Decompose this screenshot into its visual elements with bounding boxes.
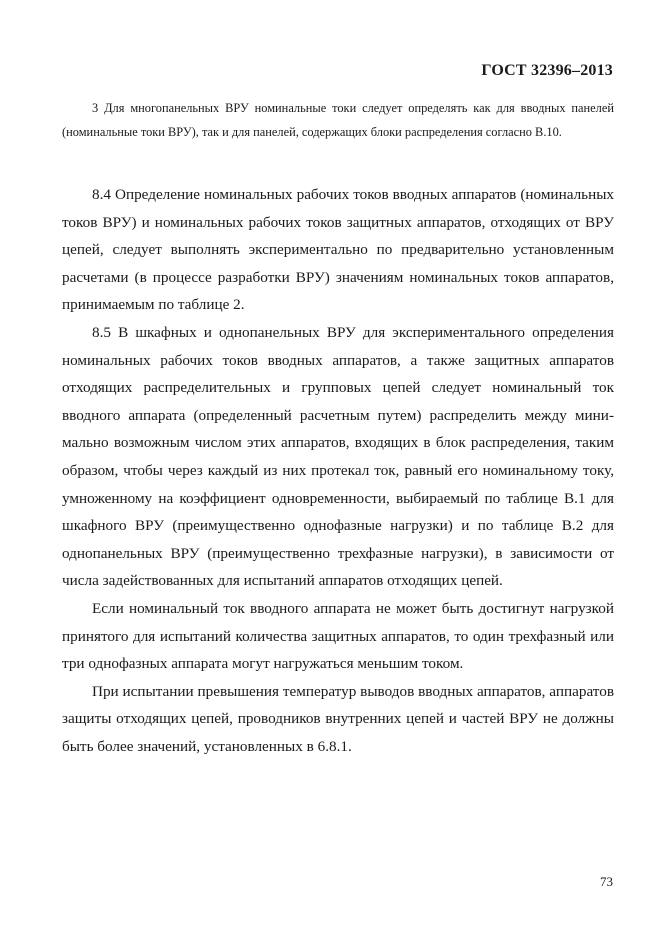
paragraph-reduced-current: Если номинальный ток вводного аппарата не может быть достигнут нагрузкой принятого для испытаний количества защитных аппаратов, то один трехфазный или три однофазных аппарата могут нагружаться меньшим током. xyxy=(62,599,614,673)
document-code-header: ГОСТ 32396–2013 xyxy=(481,62,613,79)
main-text xyxy=(62,181,614,760)
paragraph-8-5: 8.5 В шкафных и однопанельных ВРУ для экспериментального определения номинальных рабочих токов вводных аппаратов, а также защитных аппаратов отходящих распределительных и групповых цепей следует номинальный ток вводного аппарата (определенный расчетным путем) распределить между минимально возможным числом этих аппаратов, входящих в блок распределения, таким образом, чтобы через каждый из них протекал ток, равный его номинальному току, умноженному на коэффициент одновременности, выбираемый по таблице В.1 для шкафного ВРУ (преимущественно однофазные нагрузки) и по таблице В.2 для однопанельных ВРУ (преимущественно трехфазные нагрузки), в зависимости от числа задействованных для испытаний аппаратов отходящих цепей. xyxy=(62,323,614,590)
paragraph-temperature-rise: При испытании превышения температур выводов вводных аппаратов, аппаратов защиты отходящих цепей, проводников внутренних цепей и частей ВРУ не должны быть более значений, установленных в 6.8.1. xyxy=(62,682,614,755)
page-number: 73 xyxy=(600,874,613,889)
footnote-note-3: 3 Для многопанельных ВРУ номинальные токи следует определять как для вводных панелей (номинальные токи ВРУ), так и для панелей, содержащих блоки распределения согласно В.10. xyxy=(62,101,614,139)
paragraph-8-4: 8.4 Определение номинальных рабочих токов вводных аппаратов (номинальных токов ВРУ) и номинальных рабочих токов защитных аппаратов, отходящих от ВРУ цепей, следует выполнять экспериментально по предварительно установленным расчетами (в процессе разработки ВРУ) значениям номинальных токов аппаратов, принимаемым по таблице 2. xyxy=(62,186,614,314)
